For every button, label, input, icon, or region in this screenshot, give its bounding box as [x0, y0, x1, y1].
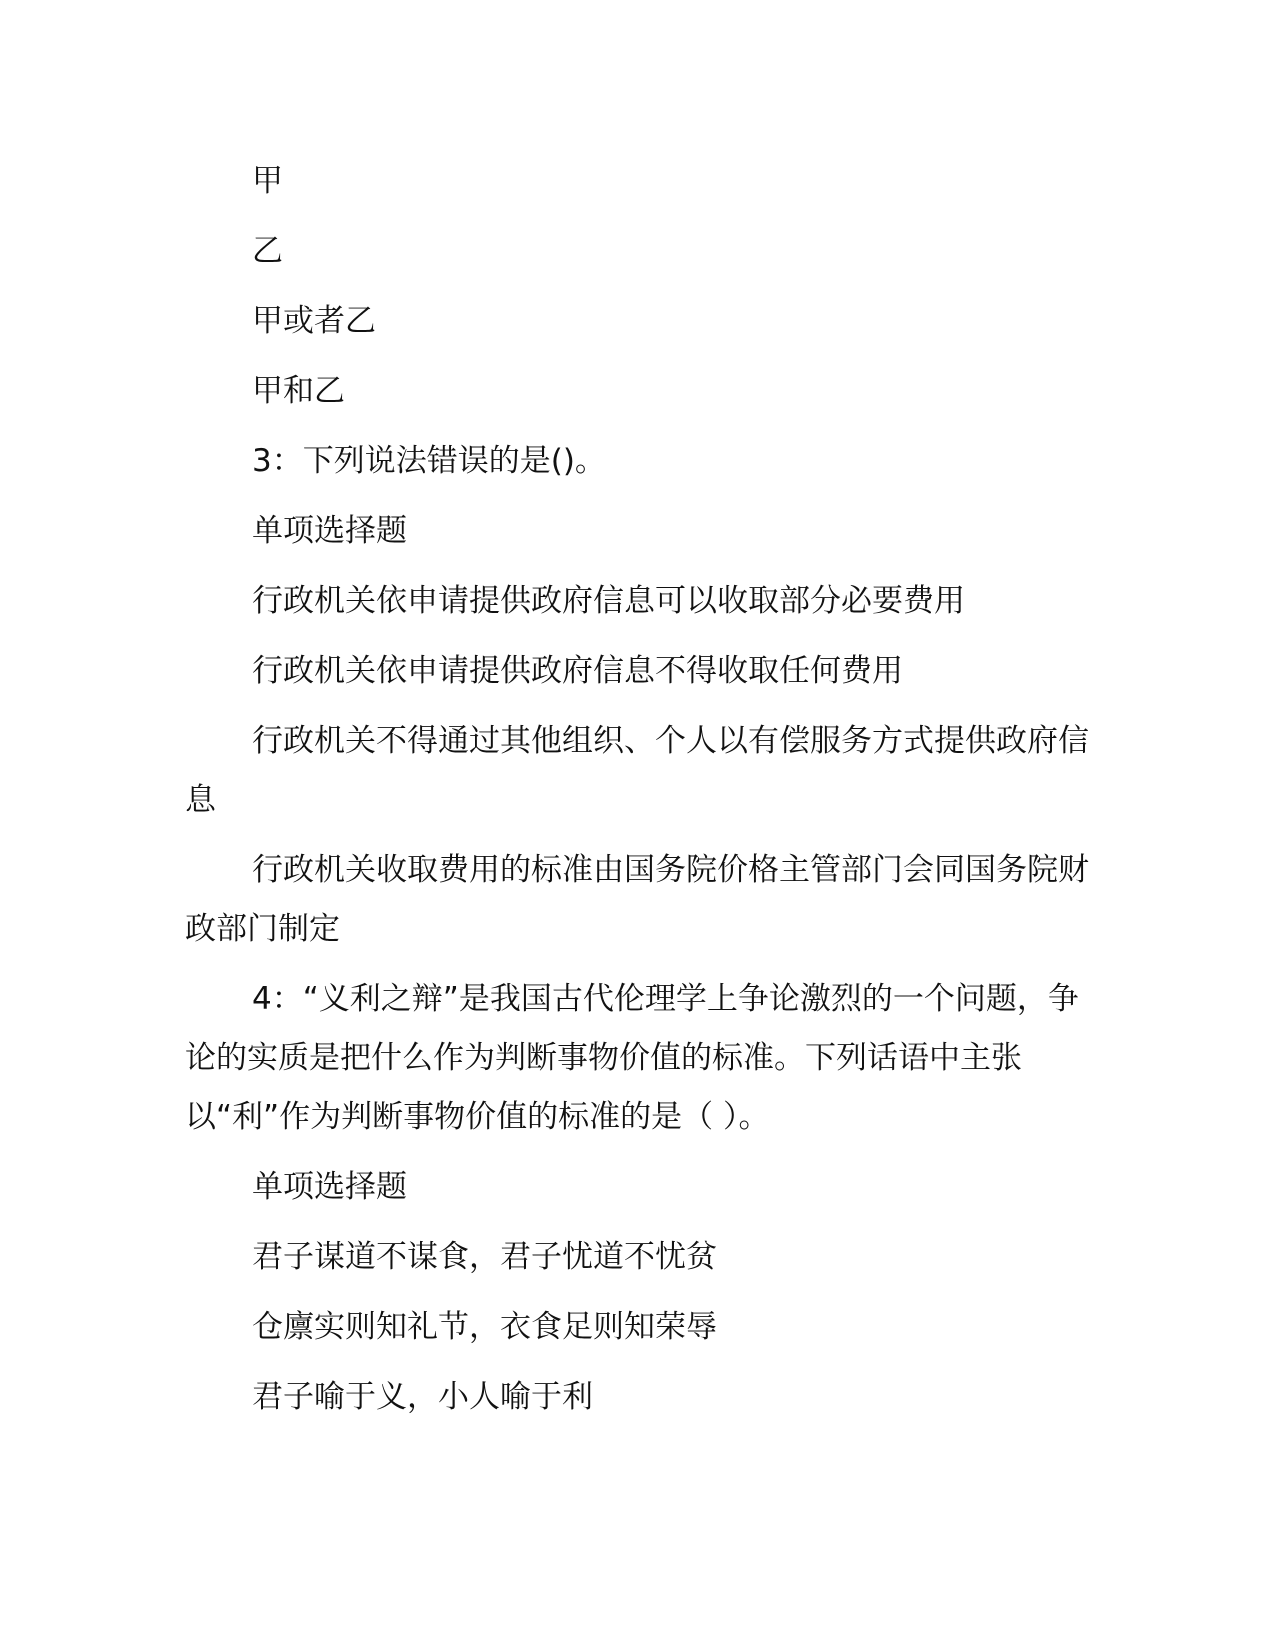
option-text: 行政机关收取费用的标准由国务院价格主管部门会同国务院财政部门制定: [185, 852, 1089, 947]
question-4: 4：“义利之辩”是我国古代伦理学上争论激烈的一个问题，争论的实质是把什么作为判断事物价值的标准。下列话语中主张以“利”作为判断事物价值的标准的是（ ）。: [185, 981, 1079, 1135]
document-body: [185, 152, 1090, 1438]
question-type-label: 单项选择题: [252, 1169, 407, 1205]
option-text: 君子喻于义，小人喻于利: [252, 1379, 593, 1415]
option-text: 乙: [252, 233, 283, 269]
option-text: 仓廪实则知礼节，衣食足则知荣辱: [252, 1309, 717, 1345]
option-text: 行政机关依申请提供政府信息不得收取任何费用: [252, 653, 903, 689]
question-3: 3：下列说法错误的是()。: [252, 443, 606, 479]
option-text: 行政机关不得通过其他组织、个人以有偿服务方式提供政府信息: [185, 723, 1089, 818]
question-type-label: 单项选择题: [252, 513, 407, 549]
option-text: 行政机关依申请提供政府信息可以收取部分必要费用: [252, 583, 965, 619]
option-text: 甲或者乙: [252, 303, 376, 339]
option-text: 甲和乙: [252, 373, 345, 409]
option-text: 甲: [252, 163, 283, 199]
option-text: 君子谋道不谋食，君子忧道不忧贫: [252, 1239, 717, 1275]
